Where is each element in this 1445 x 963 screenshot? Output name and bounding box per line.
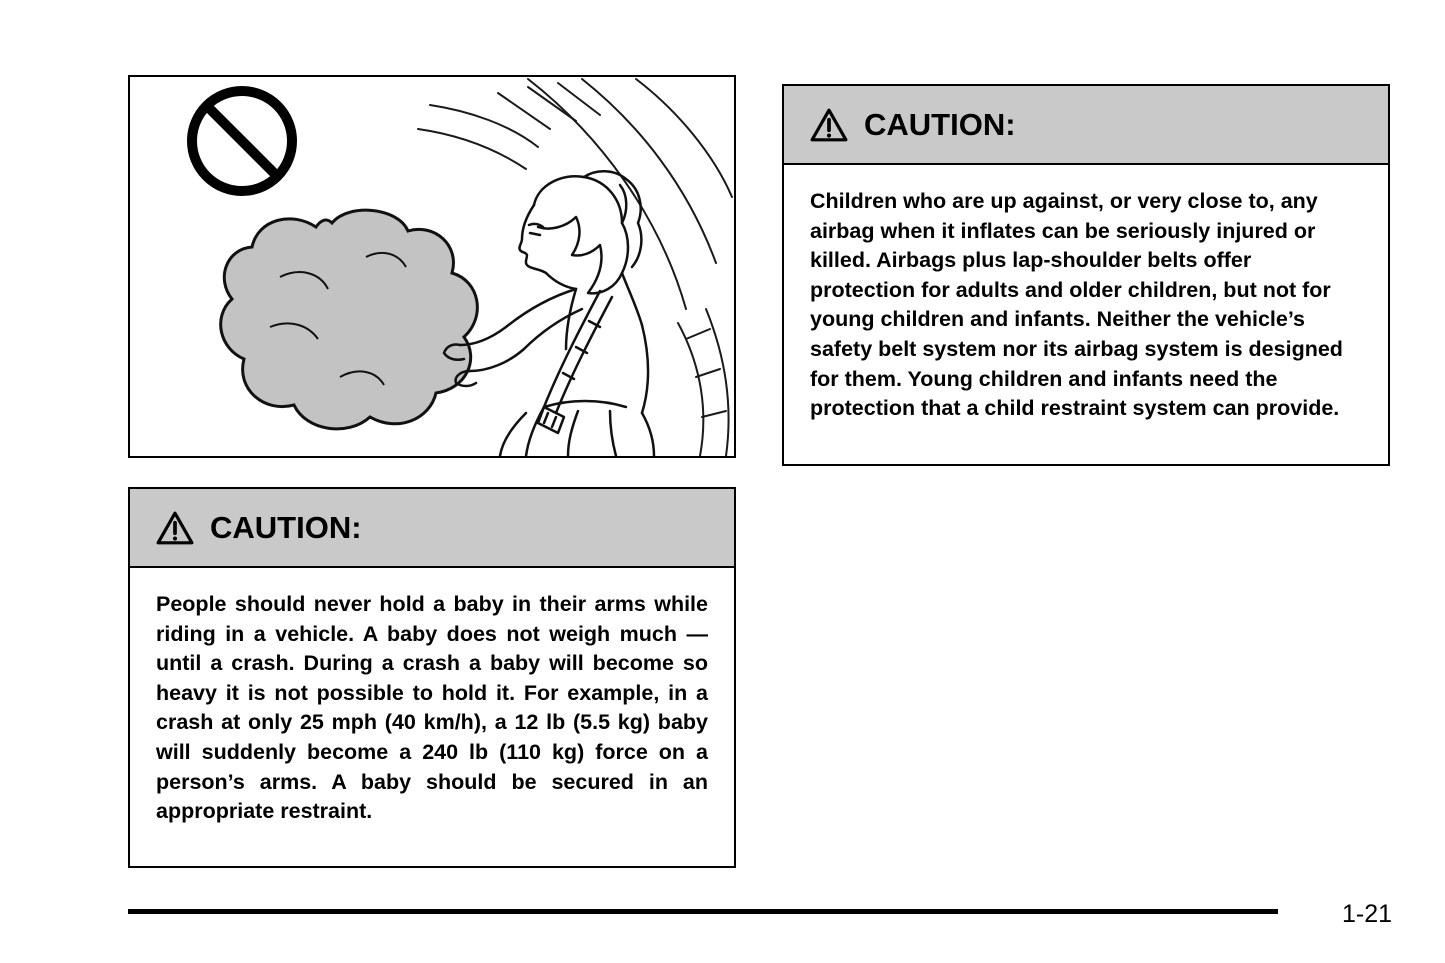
caution-box-children-airbag xyxy=(782,84,1390,466)
warning-triangle-icon xyxy=(810,108,848,142)
caution-title: CAUTION: xyxy=(210,509,362,545)
caution-title: CAUTION: xyxy=(864,106,1016,142)
warning-triangle-icon xyxy=(156,511,194,545)
airbag-shape xyxy=(221,210,478,429)
caution-box-holding-baby xyxy=(128,487,736,868)
caution-body-text: Children who are up against, or very close to, any airbag when it inflates can be seriously injured or killed. Airbags plus lap-shoulder belts offer protection for adults and older children, but not for young children and infants. Neither the vehicle’s safety belt system nor its airbag system is designed for them. Young children and infants need the protection that a child restraint system can provide. xyxy=(810,189,1343,421)
airbag-warning-figure xyxy=(128,75,736,458)
caution-header xyxy=(784,86,1388,165)
no-holding-baby-near-airbag-illustration xyxy=(130,77,734,456)
caution-header xyxy=(130,489,734,568)
caution-body-text: People should never hold a baby in their arms while riding in a vehicle. A baby does not weigh much — until a crash. During a crash a baby will become so heavy it is not possible to hold it. For example, in a crash at only 25 mph (40 km/h), a 12 lb (5.5 kg) baby will suddenly become a 240 lb (110 kg) force on a person’s arms. A baby should be secured in an appropriate restraint. xyxy=(156,592,708,824)
prohibition-symbol-icon xyxy=(192,91,292,191)
page-number: 1-21 xyxy=(1342,900,1393,928)
footer-rule xyxy=(128,909,1278,914)
